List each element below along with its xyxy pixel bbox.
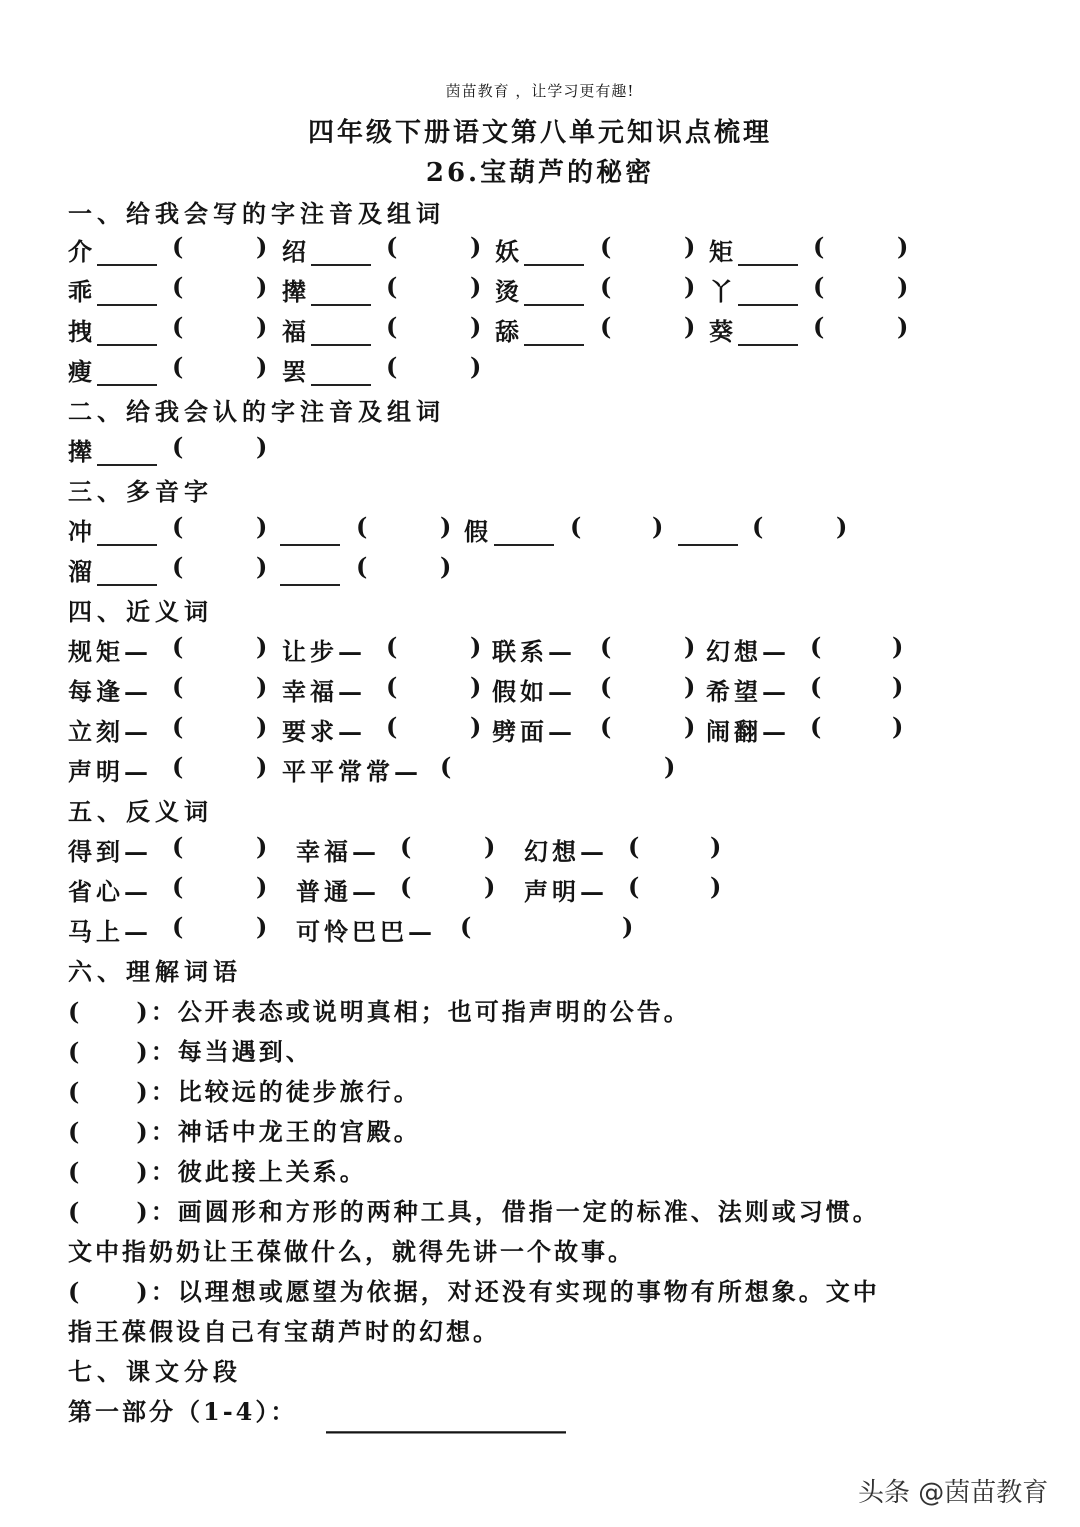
section-3-heading: 三、多音字 <box>68 477 213 506</box>
open-paren: ( <box>172 632 184 661</box>
close-paren: ) <box>664 752 676 781</box>
definition-text: 比较远的徒步旅行。 <box>177 1077 421 1106</box>
answer-paren[interactable]: ( )： <box>68 1197 178 1226</box>
close-paren: ) <box>256 352 268 381</box>
synonym-word: 声明— <box>68 757 152 786</box>
pinyin-blank[interactable] <box>97 464 157 466</box>
pinyin-blank[interactable] <box>97 264 157 266</box>
close-paren: ) <box>897 232 909 261</box>
definition-text: 以理想或愿望为依据，对还没有实现的事物有所想象。文中 <box>177 1277 880 1306</box>
definition-text: 画圆形和方形的两种工具，借指一定的标准、法则或习惯。 <box>177 1197 880 1226</box>
close-paren: ) <box>684 672 696 701</box>
write-char: 妖 <box>495 237 519 266</box>
definition-row <box>68 1072 421 1107</box>
synonym-word: 每逢— <box>68 677 152 706</box>
pinyin-blank[interactable] <box>311 384 371 386</box>
synonym-word: 要求— <box>282 717 366 746</box>
open-paren: ( <box>460 912 472 941</box>
pinyin-blank[interactable] <box>97 384 157 386</box>
pinyin-blank[interactable] <box>97 304 157 306</box>
pinyin-blank[interactable] <box>97 584 157 586</box>
open-paren: ( <box>172 832 184 861</box>
close-paren: ) <box>440 512 452 541</box>
open-paren: ( <box>172 312 184 341</box>
pinyin-blank[interactable] <box>311 304 371 306</box>
synonym-word: 平平常常— <box>282 757 422 786</box>
synonym-word: 闹翻— <box>706 717 790 746</box>
close-paren: ) <box>256 232 268 261</box>
close-paren: ) <box>836 512 848 541</box>
close-paren: ) <box>256 312 268 341</box>
write-char: 舔 <box>495 317 519 346</box>
close-paren: ) <box>256 432 268 461</box>
open-paren: ( <box>752 512 764 541</box>
open-paren: ( <box>172 712 184 741</box>
pinyin-blank[interactable] <box>738 344 798 346</box>
antonym-word: 声明— <box>524 877 608 906</box>
open-paren: ( <box>172 432 184 461</box>
answer-paren[interactable]: ( )： <box>68 1037 178 1066</box>
close-paren: ) <box>470 312 482 341</box>
open-paren: ( <box>386 712 398 741</box>
open-paren: ( <box>813 312 825 341</box>
open-paren: ( <box>813 272 825 301</box>
pinyin-blank[interactable] <box>97 544 157 546</box>
open-paren: ( <box>400 832 412 861</box>
write-char: 介 <box>68 237 92 266</box>
close-paren: ) <box>622 912 634 941</box>
antonym-word: 幸福— <box>296 837 380 866</box>
close-paren: ) <box>256 272 268 301</box>
definition-row <box>68 1032 313 1067</box>
close-paren: ) <box>897 272 909 301</box>
pinyin-blank[interactable] <box>311 344 371 346</box>
close-paren: ) <box>256 712 268 741</box>
part-1-answer-blank[interactable]: ____________________ <box>326 1405 566 1434</box>
open-paren: ( <box>172 552 184 581</box>
antonym-word: 马上— <box>68 917 152 946</box>
synonym-word: 联系— <box>492 637 576 666</box>
polyphone-char: 冲 <box>68 517 92 546</box>
close-paren: ) <box>256 512 268 541</box>
open-paren: ( <box>600 712 612 741</box>
section-4-heading: 四、近义词 <box>68 597 213 626</box>
close-paren: ) <box>684 312 696 341</box>
close-paren: ) <box>710 832 722 861</box>
open-paren: ( <box>386 272 398 301</box>
synonym-word: 劈面— <box>492 717 576 746</box>
open-paren: ( <box>386 632 398 661</box>
close-paren: ) <box>892 632 904 661</box>
close-paren: ) <box>256 752 268 781</box>
section-6-heading: 六、理解词语 <box>68 957 242 986</box>
open-paren: ( <box>172 672 184 701</box>
pinyin-blank[interactable] <box>524 264 584 266</box>
close-paren: ) <box>684 232 696 261</box>
section-7-heading: 七、课文分段 <box>68 1357 242 1386</box>
definition-row <box>68 1112 421 1147</box>
pinyin-blank[interactable] <box>311 264 371 266</box>
open-paren: ( <box>810 672 822 701</box>
lesson-title: 26.宝葫芦的秘密 <box>425 158 655 188</box>
close-paren: ) <box>652 512 664 541</box>
synonym-word: 立刻— <box>68 717 152 746</box>
close-paren: ) <box>684 632 696 661</box>
pinyin-blank[interactable] <box>524 344 584 346</box>
close-paren: ) <box>892 712 904 741</box>
answer-paren[interactable]: ( )： <box>68 1157 178 1186</box>
watermark: 头条 @茵苗教育 <box>858 1478 1049 1508</box>
open-paren: ( <box>600 672 612 701</box>
pinyin-blank[interactable] <box>524 304 584 306</box>
open-paren: ( <box>172 232 184 261</box>
pinyin-blank[interactable] <box>494 544 554 546</box>
pinyin-blank[interactable] <box>280 544 340 546</box>
pinyin-blank[interactable] <box>280 584 340 586</box>
open-paren: ( <box>172 912 184 941</box>
close-paren: ) <box>256 912 268 941</box>
close-paren: ) <box>484 832 496 861</box>
recognize-char: 撵 <box>68 437 92 466</box>
section-5-heading: 五、反义词 <box>68 797 213 826</box>
write-char: 瘦 <box>68 357 92 386</box>
pinyin-blank[interactable] <box>738 304 798 306</box>
polyphone-char: 假 <box>464 517 488 546</box>
close-paren: ) <box>470 272 482 301</box>
open-paren: ( <box>440 752 452 781</box>
open-paren: ( <box>356 512 368 541</box>
close-paren: ) <box>256 552 268 581</box>
close-paren: ) <box>256 672 268 701</box>
write-char: 罢 <box>282 357 306 386</box>
close-paren: ) <box>897 312 909 341</box>
antonym-word: 省心— <box>68 877 152 906</box>
close-paren: ) <box>710 872 722 901</box>
section-1-heading: 一、给我会写的字注音及组词 <box>68 199 445 228</box>
polyphone-char: 溜 <box>68 557 92 586</box>
close-paren: ) <box>470 352 482 381</box>
write-char: 福 <box>282 317 306 346</box>
synonym-word: 让步— <box>282 637 366 666</box>
definition-row <box>68 992 691 1027</box>
write-char: 拽 <box>68 317 92 346</box>
answer-paren[interactable]: ( )： <box>68 1277 178 1306</box>
write-char: 撵 <box>282 277 306 306</box>
open-paren: ( <box>813 232 825 261</box>
close-paren: ) <box>684 272 696 301</box>
synonym-word: 规矩— <box>68 637 152 666</box>
definition-continuation: 文中指奶奶让王葆做什么，就得先讲一个故事。 <box>68 1237 635 1266</box>
open-paren: ( <box>810 632 822 661</box>
antonym-word: 幻想— <box>524 837 608 866</box>
open-paren: ( <box>600 632 612 661</box>
open-paren: ( <box>386 352 398 381</box>
close-paren: ) <box>440 552 452 581</box>
open-paren: ( <box>172 872 184 901</box>
open-paren: ( <box>810 712 822 741</box>
pinyin-blank[interactable] <box>738 264 798 266</box>
open-paren: ( <box>600 272 612 301</box>
write-char: 矩 <box>709 237 733 266</box>
close-paren: ) <box>470 232 482 261</box>
section-2-heading: 二、给我会认的字注音及组词 <box>68 397 445 426</box>
close-paren: ) <box>256 632 268 661</box>
open-paren: ( <box>172 272 184 301</box>
definition-row <box>68 1152 367 1187</box>
definition-text: 彼此接上关系。 <box>177 1157 367 1186</box>
close-paren: ) <box>892 672 904 701</box>
pinyin-blank[interactable] <box>678 544 738 546</box>
antonym-word: 普通— <box>296 877 380 906</box>
definition-text: 神话中龙王的宫殿。 <box>177 1117 421 1146</box>
definition-text: 每当遇到、 <box>177 1037 313 1066</box>
answer-paren[interactable]: ( )： <box>68 1117 178 1146</box>
close-paren: ) <box>256 832 268 861</box>
close-paren: ) <box>470 712 482 741</box>
open-paren: ( <box>172 752 184 781</box>
answer-paren[interactable]: ( )： <box>68 997 178 1026</box>
open-paren: ( <box>356 552 368 581</box>
definition-text: 公开表态或说明真相；也可指声明的公告。 <box>177 997 691 1026</box>
write-char: 绍 <box>282 237 306 266</box>
synonym-word: 希望— <box>706 677 790 706</box>
close-paren: ) <box>256 872 268 901</box>
answer-paren[interactable]: ( )： <box>68 1077 178 1106</box>
open-paren: ( <box>570 512 582 541</box>
antonym-word: 可怜巴巴— <box>296 917 436 946</box>
definition-row <box>68 1272 880 1307</box>
definition-row <box>68 1192 880 1227</box>
part-1-label: 第一部分（1-4）： <box>68 1397 298 1426</box>
close-paren: ) <box>484 872 496 901</box>
pinyin-blank[interactable] <box>97 344 157 346</box>
synonym-word: 幻想— <box>706 637 790 666</box>
page-title: 四年级下册语文第八单元知识点梳理 <box>307 118 772 148</box>
write-char: 乖 <box>68 277 92 306</box>
write-char: 丫 <box>709 277 733 306</box>
close-paren: ) <box>470 632 482 661</box>
open-paren: ( <box>400 872 412 901</box>
open-paren: ( <box>386 312 398 341</box>
write-char: 葵 <box>709 317 733 346</box>
definition-continuation: 指王葆假设自己有宝葫芦时的幻想。 <box>68 1317 500 1346</box>
open-paren: ( <box>172 352 184 381</box>
top-note: 茵苗教育 ，让学习更有趣! <box>445 82 635 100</box>
open-paren: ( <box>386 232 398 261</box>
open-paren: ( <box>386 672 398 701</box>
close-paren: ) <box>470 672 482 701</box>
antonym-word: 得到— <box>68 837 152 866</box>
open-paren: ( <box>628 832 640 861</box>
open-paren: ( <box>600 312 612 341</box>
open-paren: ( <box>628 872 640 901</box>
open-paren: ( <box>600 232 612 261</box>
open-paren: ( <box>172 512 184 541</box>
synonym-word: 幸福— <box>282 677 366 706</box>
synonym-word: 假如— <box>492 677 576 706</box>
write-char: 烫 <box>495 277 519 306</box>
close-paren: ) <box>684 712 696 741</box>
